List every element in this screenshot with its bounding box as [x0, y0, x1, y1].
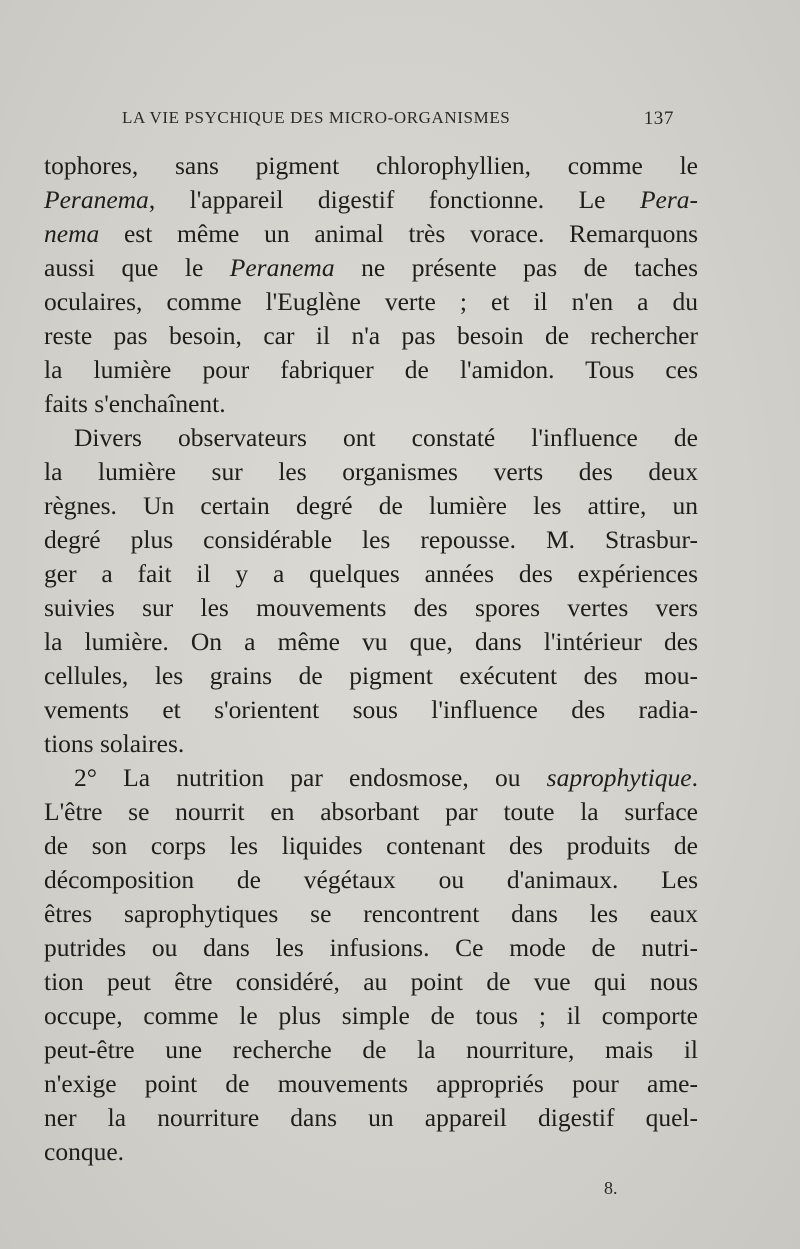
text-line: [44, 285, 698, 319]
italic-text: nema: [44, 219, 100, 248]
text-run: oculaires, comme l'Euglène verte ; et il n'en a du: [44, 287, 698, 316]
text-run: la lumière pour fabriquer de l'amidon. Tous ces: [44, 355, 698, 384]
text-line: [44, 149, 698, 183]
text-run: cellules, les grains de pigment exécutent des mou-: [44, 661, 698, 690]
running-title: LA VIE PSYCHIQUE DES MICRO-ORGANISMES: [122, 108, 511, 127]
text-run: Divers observateurs ont constaté l'influence de: [74, 423, 698, 452]
text-run: ger a fait il y a quelques années des expériences: [44, 559, 698, 588]
text-run: 2° La nutrition par endosmose, ou: [74, 763, 547, 792]
text-run: la lumière. On a même vu que, dans l'intérieur des: [44, 627, 698, 656]
text-run: règnes. Un certain degré de lumière les attire, un: [44, 491, 698, 520]
italic-text: Pera-: [639, 185, 698, 214]
text-line: [44, 795, 698, 829]
text-line: [44, 251, 698, 285]
text-run: aussi que le: [44, 253, 230, 282]
italic-text: Peranema: [44, 185, 149, 214]
text-run: suivies sur les mouvements des spores vertes vers: [44, 593, 698, 622]
text-run: est même un animal très vorace. Remarquons: [99, 219, 698, 248]
text-line: [44, 659, 698, 693]
text-run: vements et s'orientent sous l'influence des radia-: [44, 695, 698, 724]
text-run: .: [691, 763, 698, 792]
text-run: peut-être une recherche de la nourriture, mais il: [44, 1035, 698, 1064]
text-run: n'exige point de mouvements appropriés pour ame-: [44, 1069, 698, 1098]
text-line: [44, 183, 698, 217]
text-line: [44, 727, 698, 761]
text-line: [44, 1101, 698, 1135]
text-run: reste pas besoin, car il n'a pas besoin de rechercher: [44, 321, 698, 350]
text-run: ner la nourriture dans un appareil digestif quel-: [44, 1103, 698, 1132]
text-line: [44, 217, 698, 251]
text-line: [44, 625, 698, 659]
text-line: [44, 557, 698, 591]
text-line: [44, 353, 698, 387]
text-line: [44, 761, 698, 795]
text-line: [44, 693, 698, 727]
text-line: [44, 1033, 698, 1067]
text-run: la lumière sur les organismes verts des deux: [44, 457, 698, 486]
text-line: [44, 1067, 698, 1101]
text-run: de son corps les liquides contenant des produits de: [44, 831, 698, 860]
paragraph: [44, 149, 698, 421]
body-text: [44, 149, 698, 1169]
page-number: 137: [643, 108, 674, 129]
text-line: [44, 1135, 698, 1169]
paragraph: [44, 421, 698, 761]
text-line: [44, 489, 698, 523]
text-line: [44, 455, 698, 489]
italic-text: saprophytique: [546, 763, 692, 792]
text-run: ne présente pas de taches: [334, 253, 698, 282]
text-run: , l'appareil digestif fonctionne. Le: [148, 185, 640, 214]
text-run: êtres saprophytiques se rencontrent dans les eaux: [44, 899, 698, 928]
text-line: [44, 319, 698, 353]
paragraph: [44, 761, 698, 1169]
text-line: [44, 999, 698, 1033]
text-line: [44, 421, 698, 455]
text-line: [44, 965, 698, 999]
text-run: décomposition de végétaux ou d'animaux. Les: [44, 865, 698, 894]
text-line: [44, 863, 698, 897]
text-run: faits s'enchaînent.: [44, 389, 226, 418]
text-run: tion peut être considéré, au point de vue qui nous: [44, 967, 698, 996]
text-run: tophores, sans pigment chlorophyllien, comme le: [44, 151, 698, 180]
text-run: tions solaires.: [44, 729, 185, 758]
text-run: degré plus considérable les repousse. M. Strasbur-: [44, 525, 698, 554]
text-run: occupe, comme le plus simple de tous ; il comporte: [44, 1001, 698, 1030]
text-run: conque.: [44, 1137, 125, 1166]
text-line: [44, 523, 698, 557]
text-line: [44, 387, 698, 421]
text-line: [44, 897, 698, 931]
text-line: [44, 931, 698, 965]
text-line: [44, 591, 698, 625]
italic-text: Peranema: [229, 253, 335, 282]
text-line: [44, 829, 698, 863]
signature-mark: 8.: [604, 1178, 618, 1198]
text-run: L'être se nourrit en absorbant par toute la surface: [44, 797, 698, 826]
text-run: putrides ou dans les infusions. Ce mode de nutri-: [44, 933, 698, 962]
